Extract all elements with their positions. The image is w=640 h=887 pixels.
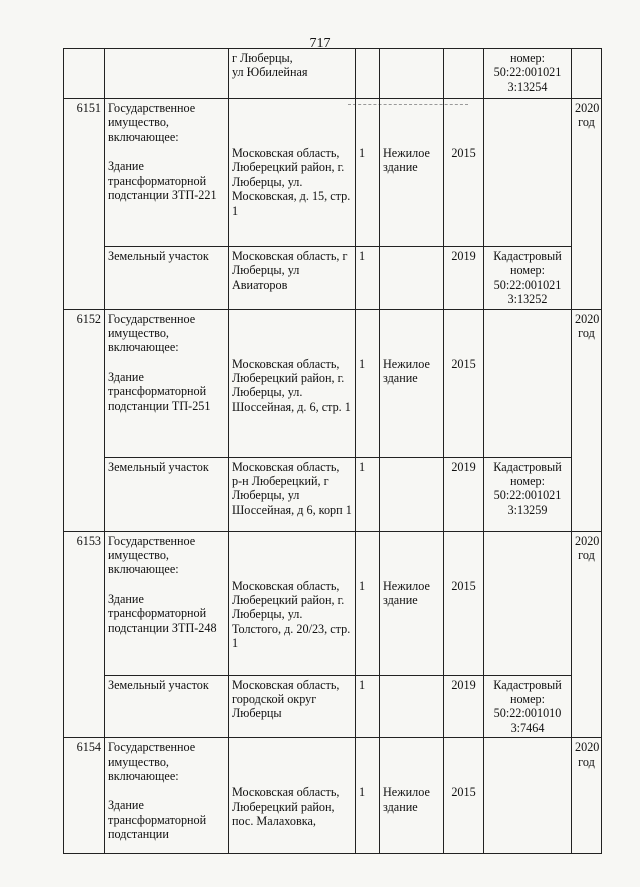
record-id: 6152 bbox=[64, 309, 105, 531]
register-row bbox=[64, 738, 602, 854]
record-period: 2020 год bbox=[572, 531, 602, 738]
property-register-table bbox=[63, 48, 602, 854]
item-year: 2015 bbox=[451, 146, 476, 160]
record-id: 6154 bbox=[64, 738, 105, 854]
item-kind-cell bbox=[380, 309, 444, 457]
item-address: Московская область, Люберецкий район, г. Люберцы, ул. Толстого, д. 20/23, стр. 1 bbox=[232, 578, 351, 651]
item-qty-cell bbox=[356, 738, 380, 854]
item-qty: 1 bbox=[356, 675, 380, 738]
page-number: 717 bbox=[309, 36, 331, 51]
item-qty: 1 bbox=[359, 785, 366, 800]
item-kind: Нежилое здание bbox=[383, 578, 430, 608]
item-year-cell bbox=[444, 738, 484, 854]
item-address-cell bbox=[229, 738, 356, 854]
register-row bbox=[64, 99, 602, 247]
item-note-cell bbox=[484, 531, 572, 675]
item-qty: 1 bbox=[359, 146, 366, 160]
record-period: 2020 год bbox=[572, 99, 602, 310]
item-qty-cell bbox=[356, 99, 380, 247]
item-name: Здание трансформаторной подстанции ТП-251 bbox=[108, 369, 211, 413]
item-name: Земельный участок bbox=[105, 247, 229, 310]
continuation-address: г Люберцы, ул Юбилейная bbox=[229, 49, 356, 99]
item-address: Московская область, р-н Люберецкий, г Люберцы, ул Шоссейная, д 6, корп 1 bbox=[229, 457, 356, 531]
item-kind-cell bbox=[380, 531, 444, 675]
item-name-cell bbox=[105, 99, 229, 247]
item-qty: 1 bbox=[359, 356, 366, 371]
item-address: Московская область, г Люберцы, ул Авиаторов bbox=[229, 247, 356, 310]
item-note-cell bbox=[484, 738, 572, 854]
item-year: 2015 bbox=[451, 785, 476, 800]
item-year-cell bbox=[444, 99, 484, 247]
item-kind-cell bbox=[380, 99, 444, 247]
register-row bbox=[64, 531, 602, 675]
item-name: Здание трансформаторной подстанции ЗТП-248 bbox=[108, 591, 217, 635]
register-row bbox=[64, 457, 602, 531]
group-title: Государственное имущество, включающее: bbox=[108, 533, 196, 577]
item-kind: Нежилое здание bbox=[383, 356, 430, 386]
item-note: Кадастровый номер: 50:22:001021 3:13259 bbox=[484, 457, 572, 531]
record-period: 2020 год bbox=[572, 309, 602, 531]
item-address-cell bbox=[229, 99, 356, 247]
group-title: Государственное имущество, включающее: bbox=[108, 101, 196, 144]
item-kind bbox=[380, 457, 444, 531]
item-year: 2019 bbox=[444, 675, 484, 738]
register-row bbox=[64, 247, 602, 310]
item-year: 2019 bbox=[444, 247, 484, 310]
item-name: Здание трансформаторной подстанции ЗТП-221 bbox=[108, 159, 217, 203]
item-note-cell bbox=[484, 99, 572, 247]
continuation-row bbox=[64, 49, 602, 99]
item-name-cell bbox=[105, 309, 229, 457]
record-id: 6153 bbox=[64, 531, 105, 738]
item-note-cell bbox=[484, 309, 572, 457]
item-kind bbox=[380, 675, 444, 738]
item-name: Земельный участок bbox=[105, 457, 229, 531]
item-qty: 1 bbox=[356, 457, 380, 531]
item-qty-cell bbox=[356, 531, 380, 675]
item-name: Земельный участок bbox=[105, 675, 229, 738]
item-address: Московская область, Люберецкий район, г. Люберцы, ул. Шоссейная, д. 6, стр. 1 bbox=[232, 356, 351, 414]
item-address-cell bbox=[229, 531, 356, 675]
continuation-note: номер: 50:22:001021 3:13254 bbox=[484, 49, 572, 99]
item-address: Московская область, Люберецкий район, г. Люберцы, ул. Московская, д. 15, стр. 1 bbox=[232, 146, 351, 218]
register-row bbox=[64, 675, 602, 738]
register-row bbox=[64, 309, 602, 457]
item-note: Кадастровый номер: 50:22:001010 3:7464 bbox=[484, 675, 572, 738]
item-qty-cell bbox=[356, 309, 380, 457]
item-year-cell bbox=[444, 309, 484, 457]
record-id: 6151 bbox=[64, 99, 105, 310]
item-qty: 1 bbox=[359, 578, 366, 593]
item-name-cell bbox=[105, 531, 229, 675]
item-note: Кадастровый номер: 50:22:001021 3:13252 bbox=[484, 247, 572, 310]
item-kind bbox=[380, 247, 444, 310]
item-year: 2015 bbox=[451, 578, 476, 593]
item-address: Московская область, городской округ Люберцы bbox=[229, 675, 356, 738]
record-period: 2020 год bbox=[572, 738, 602, 854]
item-year-cell bbox=[444, 531, 484, 675]
item-address-cell bbox=[229, 309, 356, 457]
item-name: Здание трансформаторной подстанции bbox=[108, 798, 207, 842]
group-title: Государственное имущество, включающее: bbox=[108, 740, 196, 784]
item-address: Московская область, Люберецкий район, пос. Малаховка, bbox=[232, 785, 340, 829]
group-title: Государственное имущество, включающее: bbox=[108, 311, 196, 355]
item-year: 2019 bbox=[444, 457, 484, 531]
item-kind: Нежилое здание bbox=[383, 785, 430, 814]
item-qty: 1 bbox=[356, 247, 380, 310]
item-name-cell bbox=[105, 738, 229, 854]
item-year: 2015 bbox=[451, 356, 476, 371]
item-kind: Нежилое здание bbox=[383, 146, 430, 175]
item-kind-cell bbox=[380, 738, 444, 854]
